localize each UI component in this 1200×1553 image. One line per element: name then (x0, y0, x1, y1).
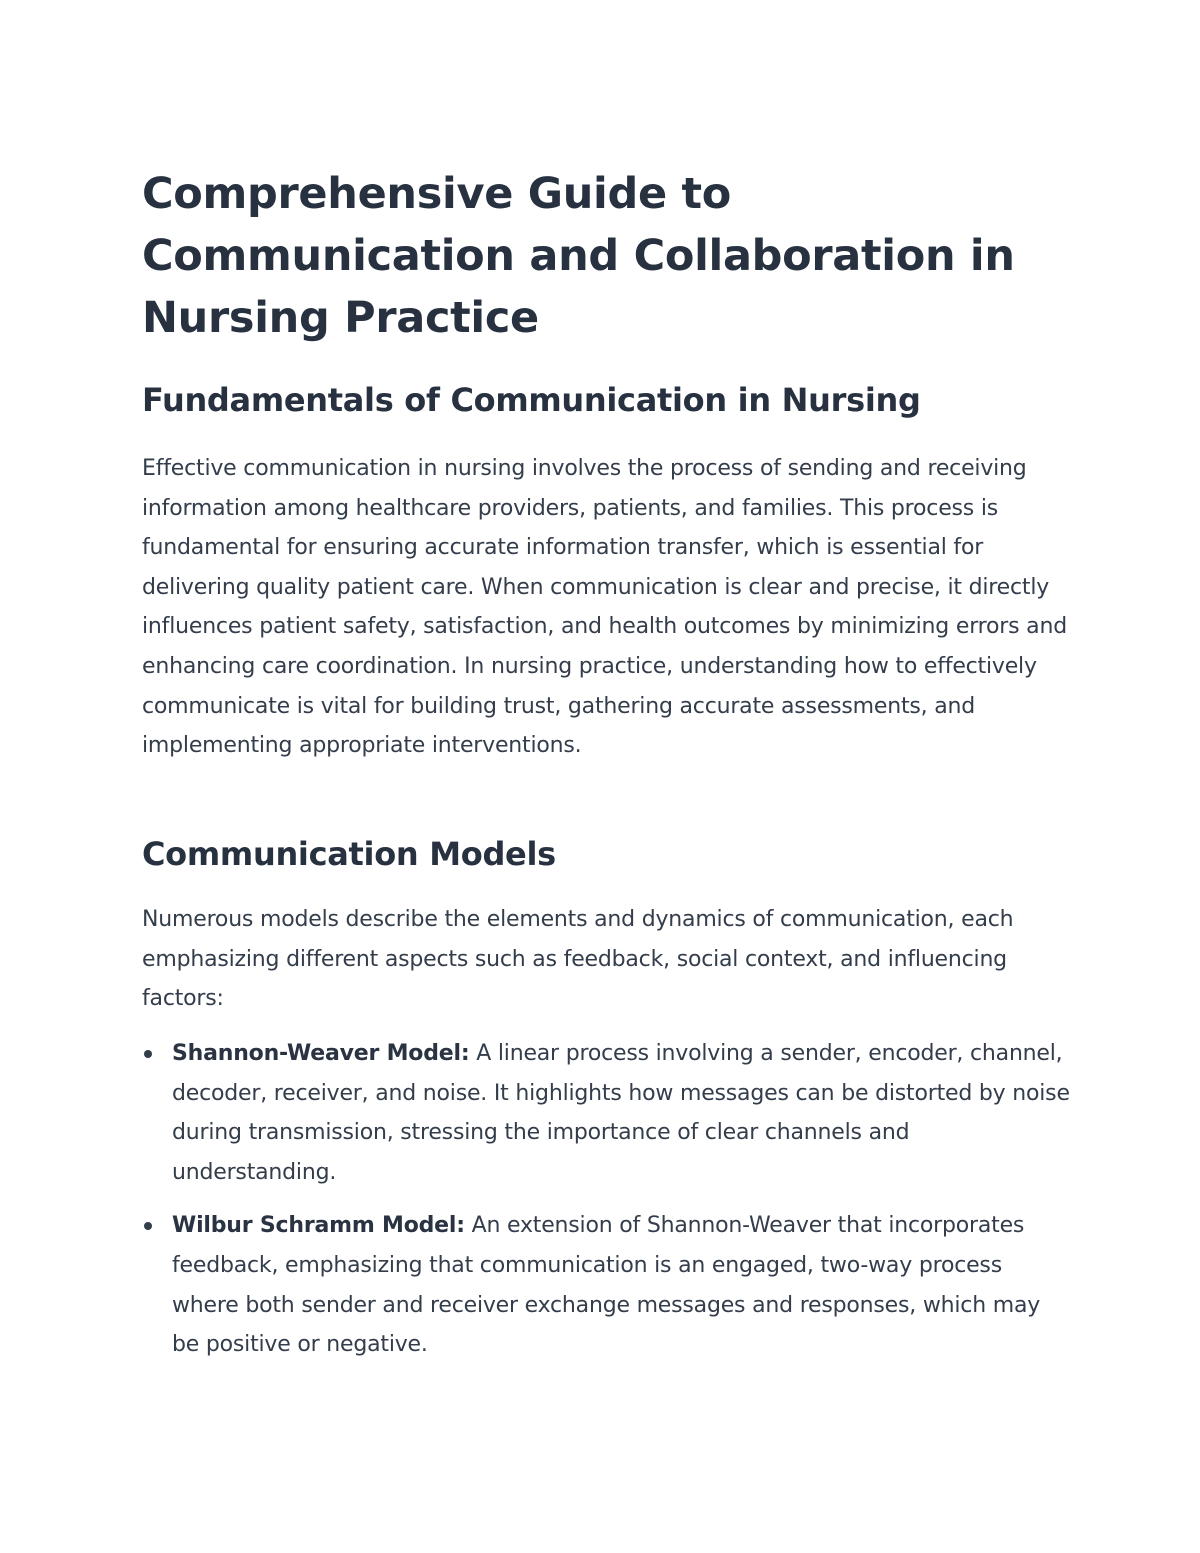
bullet-icon (144, 1222, 152, 1230)
models-bullet-list (142, 1034, 1072, 1379)
bullet-text: A linear process involving a sender, encoder, channel, decoder, receiver, and noise. It highlights how messages can be distorted by noise during transmission, stressing the importance of clear channels and understanding. (172, 1041, 1070, 1185)
bullet-term: Wilbur Schramm Model: (172, 1213, 465, 1239)
list-item (142, 1206, 1072, 1364)
section-heading-fundamentals: Fundamentals of Communication in Nursing (142, 381, 921, 419)
bullet-icon (144, 1050, 152, 1058)
bullet-text: An extension of Shannon-Weaver that incorporates feedback, emphasizing that communication is an engaged, two-way process where both sender and receiver exchange messages and responses, which may be positive or negative. (172, 1213, 1041, 1358)
bullet-term: Shannon-Weaver Model: (172, 1041, 470, 1066)
document-title: Comprehensive Guide to Communication and Collaboration in Nursing Practice (142, 169, 1015, 343)
section-paragraph-models: Numerous models describe the elements and dynamics of communication, each emphasizing different aspects such as feedback, social context, and influencing factors: (142, 907, 1014, 1012)
list-item (142, 1034, 1072, 1192)
section-paragraph-fundamentals: Effective communication in nursing involves the process of sending and receiving information among healthcare providers, patients, and families. This process is fundamental for ensuring accurate information transfer, which is essential for delivering quality patient care. When communication is clear and precise, it directly influences patient safety, satisfaction, and health outcomes by minimizing errors and enhancing care coordination. In nursing practice, understanding how to effectively communicate is vital for building trust, gathering accurate assessments, and implementing appropriate interventions. (142, 456, 1067, 759)
section-heading-models: Communication Models (142, 835, 556, 873)
